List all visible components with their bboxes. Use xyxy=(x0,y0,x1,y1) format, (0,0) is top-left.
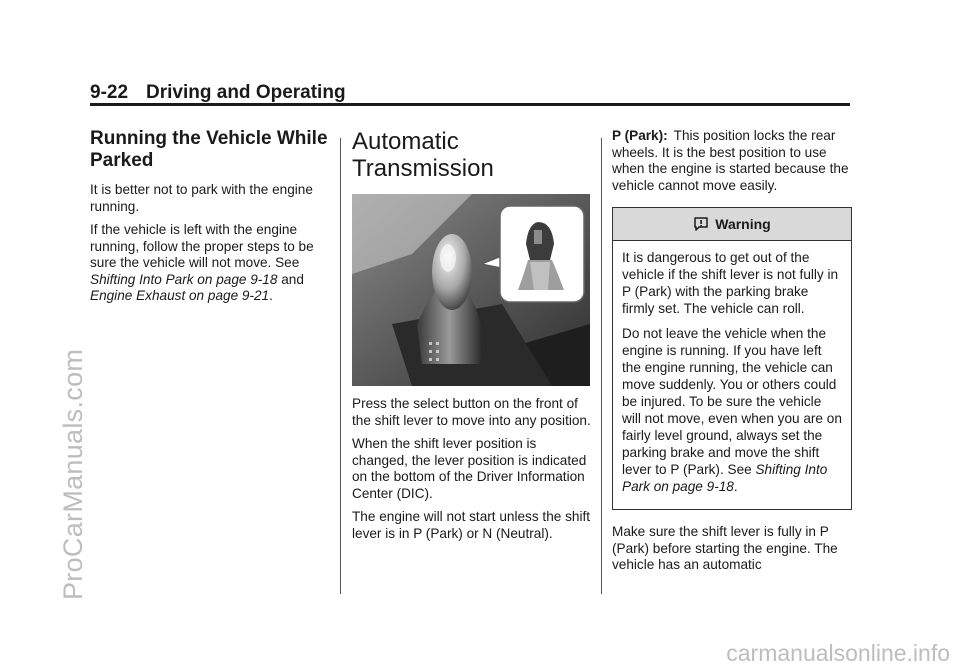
bottom-watermark: carmanualsonline.info xyxy=(726,640,950,666)
park-paragraph xyxy=(612,128,852,194)
warning-header xyxy=(613,208,851,241)
section-title-running-parked: Running the Vehicle While Parked xyxy=(90,128,328,171)
warning-text: Do not leave the vehicle when the engine is running. If you have left the engine running, the vehicle can move suddenly. You or others could be injured. To be sure the vehicle will not move, even when you are on fairly level ground, always set the parking brake and move the shift lever to P (Park). See xyxy=(622,326,842,477)
warning-paragraph: It is dangerous to get out of the vehicle if the shift lever is not fully in P (Park) with the parking brake firmly set. The vehicle can roll. xyxy=(622,250,839,316)
shift-lever-photo xyxy=(352,194,590,386)
paragraph-with-refs xyxy=(90,222,330,305)
paragraph-text: If the vehicle is left with the engine running, follow the proper steps to be sure the vehicle will not move. See xyxy=(90,222,314,270)
page-header xyxy=(90,82,850,104)
paragraph: The engine will not start unless the shift lever is in P (Park) or N (Neutral). xyxy=(352,509,591,541)
warning-icon xyxy=(693,216,709,232)
paragraph: It is better not to park with the engine running. xyxy=(90,182,313,214)
column-automatic-transmission xyxy=(352,128,592,549)
column-park xyxy=(612,128,852,581)
page-number: 9-22 xyxy=(90,82,129,103)
column-running-parked xyxy=(90,128,330,312)
warning-box xyxy=(612,207,852,510)
warning-body xyxy=(613,241,851,509)
cross-reference-link[interactable]: Shifting Into Park on page 9-18 xyxy=(90,271,278,287)
side-watermark: ProCarManuals.com xyxy=(58,348,88,600)
warning-title: Warning xyxy=(715,215,771,232)
period: . xyxy=(733,479,738,494)
warning-paragraph-with-ref xyxy=(622,325,842,495)
column-divider-1 xyxy=(340,138,341,594)
chapter-title: Driving and Operating xyxy=(146,82,346,103)
conjunction: and xyxy=(281,271,304,287)
park-description: This position locks the rear wheels. It is the best position to use when the engine is started because the vehicle cannot move easily. xyxy=(612,128,849,193)
paragraph: Make sure the shift lever is fully in P (Park) before starting the engine. The vehicle has an automatic xyxy=(612,524,838,572)
cross-reference-link[interactable]: Engine Exhaust on page 9-21 xyxy=(90,288,270,303)
paragraph: When the shift lever position is changed, the lever position is indicated on the bottom of the Driver Information Center (DIC). xyxy=(352,436,587,501)
park-term: P (Park): xyxy=(612,128,668,143)
section-title-automatic-transmission: Automatic Transmission xyxy=(352,128,494,182)
column-divider-2 xyxy=(601,138,602,594)
period: . xyxy=(269,288,273,303)
cross-reference-link[interactable]: Shifting Into Park on page 9-18 xyxy=(622,462,828,494)
header-rule xyxy=(90,103,850,106)
paragraph: Press the select button on the front of the shift lever to move into any position. xyxy=(352,396,591,428)
